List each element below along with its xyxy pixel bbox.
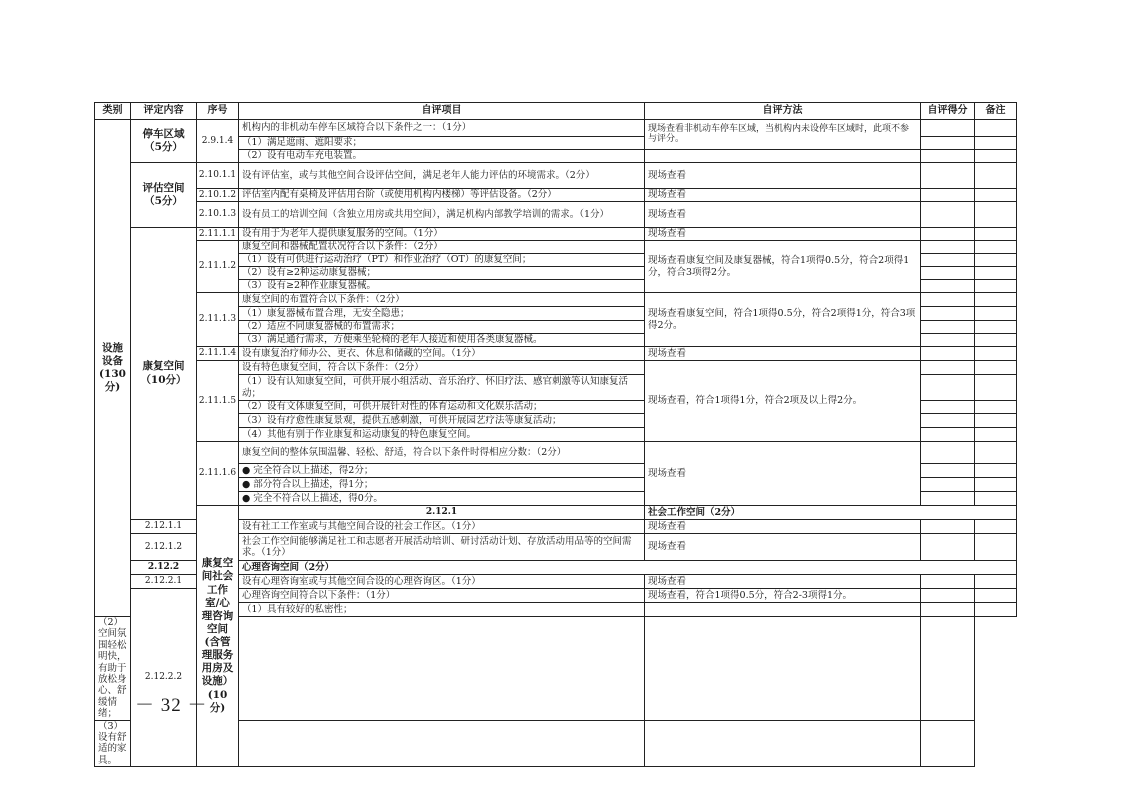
- score-cell[interactable]: [921, 603, 975, 617]
- evaluation-table: [94, 102, 1017, 767]
- item-condition: （3）设有≥2种作业康复器械。: [239, 280, 645, 293]
- score-cell[interactable]: [645, 617, 921, 721]
- item-cell: 评估室内配有桌椅及评估用台阶（或使用机构内楼梯）等评估设备。（2分）: [239, 189, 645, 202]
- item-condition: ● 完全符合以上描述，得2分；: [239, 464, 645, 478]
- seq-cell: 2.12.1.1: [131, 520, 197, 534]
- table-row: [95, 163, 1017, 189]
- item-condition: （1）满足遮雨、遮阳要求；: [239, 137, 645, 150]
- method-cell: 现场查看: [645, 520, 921, 534]
- score-cell[interactable]: [921, 189, 975, 202]
- seq-cell: 2.11.1.5: [197, 361, 239, 442]
- item-cell: 康复空间的整体氛围温馨、轻松、舒适，符合以下条件时得相应分数：（2分）: [239, 442, 645, 464]
- note-cell[interactable]: [975, 280, 1017, 293]
- item-cell: 设有用于为老年人提供康复服务的空间。（1分）: [239, 228, 645, 241]
- score-cell[interactable]: [645, 720, 921, 767]
- note-cell[interactable]: [975, 202, 1017, 228]
- method-cell: 现场查看康复空间，符合1项得0.5分，符合2项得1分，符合3项得2分。: [645, 293, 921, 347]
- note-cell[interactable]: [975, 150, 1017, 163]
- note-cell[interactable]: [975, 137, 1017, 150]
- item-cell: 康复空间和器械配置状况符合以下条件：（2分）: [239, 241, 645, 254]
- score-cell[interactable]: [921, 534, 975, 561]
- section-title: 心理咨询空间（2分）: [239, 561, 1017, 575]
- table-row: [95, 189, 1017, 202]
- item-cell: 设有特色康复空间，符合以下条件：（2分）: [239, 361, 645, 375]
- note-cell[interactable]: [975, 589, 1017, 603]
- item-condition: （2）空间氛围轻松明快，有助于放松身心、舒缓情绪；: [95, 617, 131, 721]
- item-condition: （1）设有认知康复空间，可供开展小组活动、音乐治疗、怀旧疗法、感官刺激等认知康复活动；: [239, 375, 645, 401]
- method-cell: 现场查看: [645, 163, 921, 189]
- score-cell[interactable]: [921, 280, 975, 293]
- table-row: [95, 361, 1017, 375]
- method-cell: 现场查看: [645, 228, 921, 241]
- item-condition: ● 完全不符合以上描述，得0分。: [239, 492, 645, 506]
- score-cell[interactable]: [921, 293, 975, 307]
- table-row: [95, 347, 1017, 361]
- header-category: 类别: [95, 103, 131, 120]
- method-cell: 现场查看，符合1项得1分，符合2项及以上得2分。: [645, 361, 921, 442]
- score-cell[interactable]: [921, 307, 975, 321]
- header-score: 自评得分: [921, 103, 975, 120]
- seq-cell: 2.12.2.1: [131, 575, 197, 589]
- method-cell: 现场查看非机动车停车区域，当机构内未设停车区域时，此项不参与评分。: [645, 120, 921, 150]
- item-condition: （2）适应不同康复器械的布置需求；: [239, 321, 645, 334]
- score-cell[interactable]: [921, 137, 975, 150]
- item-condition: （2）设有≥2种运动康复器械；: [239, 267, 645, 280]
- table-row: [95, 241, 1017, 254]
- score-cell[interactable]: [921, 241, 975, 254]
- header-content: 评定内容: [131, 103, 197, 120]
- method-cell: 现场查看康复空间及康复器械，符合1项得0.5分，符合2项得1分，符合3项得2分。: [645, 241, 921, 293]
- note-cell[interactable]: [975, 442, 1017, 464]
- header-method: 自评方法: [645, 103, 921, 120]
- note-cell[interactable]: [975, 428, 1017, 442]
- note-cell[interactable]: [975, 464, 1017, 478]
- seq-cell: 2.12.1: [239, 506, 645, 520]
- item-condition: ● 部分符合以上描述，得1分；: [239, 478, 645, 492]
- table-header-row: [95, 103, 1017, 120]
- score-cell[interactable]: [921, 267, 975, 280]
- seq-cell: 2.12.1.2: [131, 534, 197, 561]
- item-condition: （2）设有文体康复空间，可供开展针对性的体育运动和文化娱乐活动；: [239, 401, 645, 414]
- score-cell[interactable]: [921, 254, 975, 267]
- note-cell[interactable]: [921, 617, 975, 721]
- table-row: [95, 442, 1017, 464]
- note-cell[interactable]: [975, 189, 1017, 202]
- item-cell: 设有员工的培训空间（含独立用房或共用空间），满足机构内部教学培训的需求。（1分）: [239, 202, 645, 228]
- score-cell[interactable]: [921, 401, 975, 414]
- seq-cell: 2.12.2.2: [131, 589, 197, 767]
- score-cell[interactable]: [921, 334, 975, 347]
- method-cell: 现场查看: [645, 347, 921, 361]
- item-cell: 设有康复治疗师办公、更衣、休息和储藏的空间。（1分）: [239, 347, 645, 361]
- seq-cell: 2.11.1.6: [197, 442, 239, 506]
- score-cell[interactable]: [921, 150, 975, 163]
- note-cell[interactable]: [975, 267, 1017, 280]
- method-cell-empty: [645, 603, 921, 617]
- page-number: － 32 －: [135, 695, 208, 716]
- score-cell[interactable]: [921, 478, 975, 492]
- score-cell[interactable]: [921, 228, 975, 241]
- table-row: [95, 506, 1017, 520]
- method-cell: 现场查看: [645, 575, 921, 589]
- method-cell-empty: [239, 617, 645, 721]
- method-cell: 现场查看，符合1项得0.5分，符合2-3项得1分。: [645, 589, 921, 603]
- item-condition: （1）具有较好的私密性；: [239, 603, 645, 617]
- note-cell[interactable]: [921, 720, 975, 767]
- item-condition: （3）设有舒适的家具。: [95, 720, 131, 767]
- seq-cell: 2.11.1.4: [197, 347, 239, 361]
- method-cell: 现场查看: [645, 534, 921, 561]
- evaluation-table-sheet: [94, 102, 1016, 767]
- method-cell-empty: [645, 150, 921, 163]
- seq-cell: 2.10.1.2: [197, 189, 239, 202]
- method-cell: 现场查看: [645, 202, 921, 228]
- item-cell: 设有社工工作室或与其他空间合设的社会工作区。（1分）: [239, 520, 645, 534]
- score-cell[interactable]: [921, 520, 975, 534]
- score-cell[interactable]: [921, 428, 975, 442]
- category-cell: 设施设备(130分): [95, 120, 131, 617]
- score-cell[interactable]: [921, 589, 975, 603]
- note-cell[interactable]: [975, 361, 1017, 375]
- item-condition: （1）康复器械布置合理，无安全隐患；: [239, 307, 645, 321]
- note-cell[interactable]: [975, 478, 1017, 492]
- score-cell[interactable]: [921, 120, 975, 137]
- note-cell[interactable]: [975, 163, 1017, 189]
- note-cell[interactable]: [975, 293, 1017, 307]
- table-row: [95, 202, 1017, 228]
- seq-cell: 2.10.1.3: [197, 202, 239, 228]
- group-social: 康复空间社会工作室/心理咨询空间(含管理服务用房及设施）(10分): [197, 506, 239, 767]
- item-cell: 心理咨询空间符合以下条件：（1分）: [239, 589, 645, 603]
- seq-cell: 2.11.1.1: [197, 228, 239, 241]
- table-row: [95, 120, 1017, 137]
- note-cell[interactable]: [975, 520, 1017, 534]
- method-cell-empty: [239, 720, 645, 767]
- item-cell: 康复空间的布置符合以下条件：（2分）: [239, 293, 645, 307]
- score-cell[interactable]: [921, 492, 975, 506]
- seq-cell: 2.9.1.4: [197, 120, 239, 163]
- note-cell[interactable]: [975, 307, 1017, 321]
- method-cell: 现场查看: [645, 442, 921, 506]
- method-cell: 现场查看: [645, 189, 921, 202]
- item-cell: 设有心理咨询室或与其他空间合设的心理咨询区。（1分）: [239, 575, 645, 589]
- score-cell[interactable]: [921, 442, 975, 464]
- note-cell[interactable]: [975, 241, 1017, 254]
- note-cell[interactable]: [975, 334, 1017, 347]
- group-parking: 停车区域（5分）: [131, 120, 197, 163]
- note-cell[interactable]: [975, 401, 1017, 414]
- group-rehab: 康复空间（10分）: [131, 228, 197, 520]
- score-cell[interactable]: [921, 163, 975, 189]
- note-cell[interactable]: [975, 375, 1017, 401]
- item-condition: （2）设有电动车充电装置。: [239, 150, 645, 163]
- section-title: 社会工作空间（2分）: [645, 506, 1017, 520]
- note-cell[interactable]: [975, 575, 1017, 589]
- score-cell[interactable]: [921, 575, 975, 589]
- header-note: 备注: [975, 103, 1017, 120]
- note-cell[interactable]: [975, 534, 1017, 561]
- seq-cell: 2.12.2: [131, 561, 197, 575]
- score-cell[interactable]: [921, 414, 975, 428]
- table-row: [95, 228, 1017, 241]
- score-cell[interactable]: [921, 464, 975, 478]
- item-cell: 社会工作空间能够满足社工和志愿者开展活动培训、研讨活动计划、存放活动用品等的空间需求。（1分）: [239, 534, 645, 561]
- score-cell[interactable]: [921, 375, 975, 401]
- note-cell[interactable]: [975, 228, 1017, 241]
- score-cell[interactable]: [921, 202, 975, 228]
- note-cell[interactable]: [975, 321, 1017, 334]
- note-cell[interactable]: [975, 347, 1017, 361]
- seq-cell: 2.11.1.3: [197, 293, 239, 347]
- score-cell[interactable]: [921, 361, 975, 375]
- header-seq: 序号: [197, 103, 239, 120]
- item-condition: （4）其他有别于作业康复和运动康复的特色康复空间。: [239, 428, 645, 442]
- note-cell[interactable]: [975, 414, 1017, 428]
- item-condition: （3）设有疗愈性康复景观，提供五感刺激，可供开展园艺疗法等康复活动；: [239, 414, 645, 428]
- table-row: [95, 293, 1017, 307]
- seq-cell: 2.10.1.1: [197, 163, 239, 189]
- item-condition: （3）满足通行需求，方便乘坐轮椅的老年人接近和使用各类康复器械。: [239, 334, 645, 347]
- score-cell[interactable]: [921, 321, 975, 334]
- seq-cell: 2.11.1.2: [197, 241, 239, 293]
- item-condition: （1）设有可供进行运动治疗（PT）和作业治疗（OT）的康复空间；: [239, 254, 645, 267]
- note-cell[interactable]: [975, 603, 1017, 617]
- item-cell: 机构内的非机动车停车区域符合以下条件之一：（1分）: [239, 120, 645, 137]
- note-cell[interactable]: [975, 254, 1017, 267]
- score-cell[interactable]: [921, 347, 975, 361]
- group-assessment: 评估空间（5分）: [131, 163, 197, 228]
- note-cell[interactable]: [975, 120, 1017, 137]
- item-cell: 设有评估室，或与其他空间合设评估空间，满足老年人能力评估的环境需求。（2分）: [239, 163, 645, 189]
- note-cell[interactable]: [975, 492, 1017, 506]
- header-item: 自评项目: [239, 103, 645, 120]
